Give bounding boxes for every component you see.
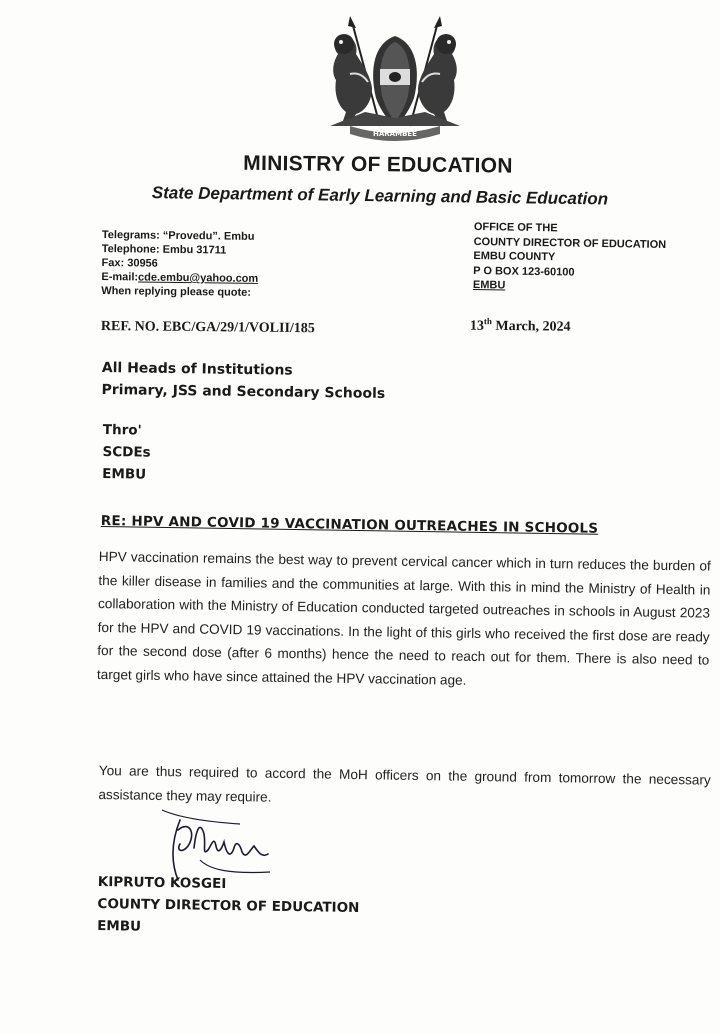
telegrams-line: Telegrams: “Provedu”. Embu [101,228,255,243]
body-paragraph-2: You are thus required to accord the MoH officers on the ground from tomorrow the necessary assistance they may require. [98,762,711,805]
ministry-title: MINISTRY OF EDUCATION [243,151,513,178]
email-link[interactable]: cde.embu@yahoo.com [138,271,259,285]
coat-of-arms-icon [310,14,480,142]
body-paragraph-1: HPV vaccination remains the best way to prevent cervical cancer which in turn reduces the burden of the killer disease in families and the communities at large. With this in mind the Ministry of Health in collaboration with the Ministry of Education conducted targeted outreaches in schools in August 2023 for the HPV and COVID 19 vaccinations. In the light of this girls who received the first dose are ready for the second dose (after 6 months) hence the need to reach out for them. There is also need to target girls who have since attained the HPV vaccination age. [96,548,711,688]
office-line: P O BOX 123-60100 [473,264,575,279]
date-suffix: th [483,316,493,327]
recipient-line: All Heads of Institutions [101,359,293,379]
thro-line: EMBU [102,465,147,483]
signatory-name: KIPRUTO KOSGEI [97,873,227,893]
reference-number: REF. NO. EBC/GA/29/1/VOLII/185 [100,319,315,337]
subject-line: RE: HPV AND COVID 19 VACCINATION OUTREACHES IN SCHOOLS [100,513,599,537]
thro-block [102,419,151,486]
contact-details [101,228,259,300]
telephone-line: Telephone: Embu 31711 [101,242,227,257]
signatory-location: EMBU [97,917,142,935]
recipient-line: Primary, JSS and Secondary Schools [101,381,386,402]
fax-line: Fax: 30956 [101,256,158,270]
reply-note: When replying please quote: [101,284,252,299]
department-title: State Department of Early Learning and Basic Education [151,183,609,209]
motto-text: HARAMBEE [373,130,417,138]
letter-date [470,316,571,336]
thro-line: SCDEs [102,443,151,461]
signatory-block [97,871,360,941]
office-line: COUNTY DIRECTOR OF EDUCATION [473,235,667,251]
office-line: EMBU [472,278,506,292]
office-address [473,220,667,296]
email-label: E-mail: [101,270,139,284]
recipients [101,357,385,405]
date-day: 13 [469,318,484,334]
office-line: OFFICE OF THE [473,220,558,235]
signatory-title: COUNTY DIRECTOR OF EDUCATION [97,895,360,917]
thro-line: Thro' [102,421,142,439]
office-line: EMBU COUNTY [473,249,556,264]
date-rest: March, 2024 [491,318,571,335]
